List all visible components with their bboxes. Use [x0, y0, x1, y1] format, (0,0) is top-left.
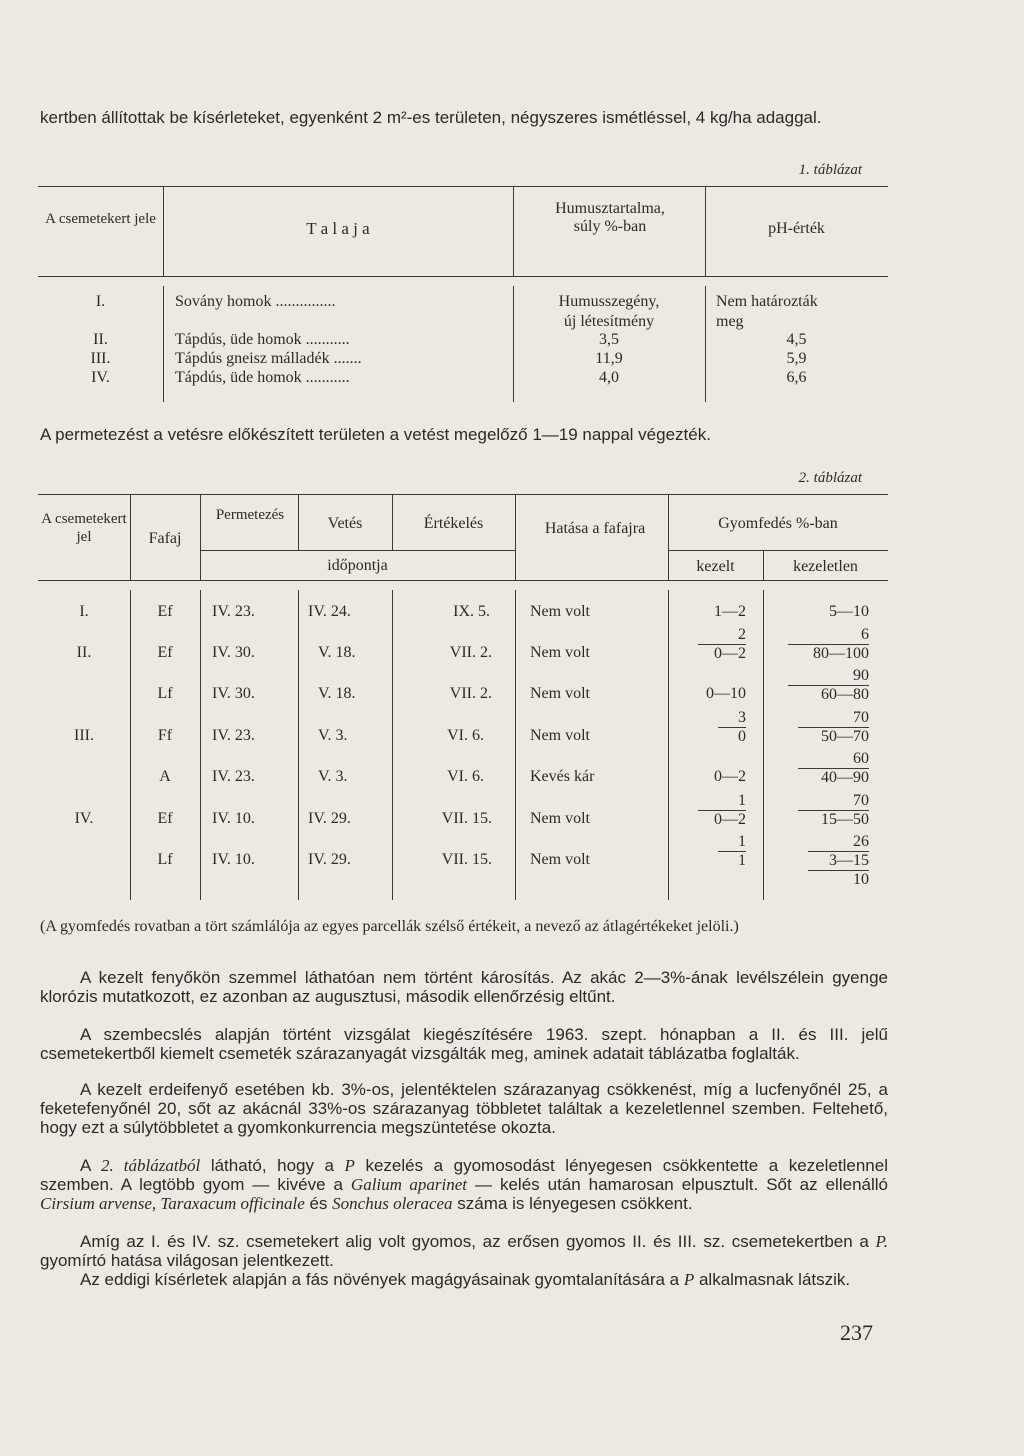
table2-header-ertekeles: Értékelés	[423, 515, 484, 532]
table1-header-ph: pH-érték	[768, 220, 825, 237]
table1-header-soil: T a l a j a	[306, 219, 370, 238]
fraction: $\frac{70}{50—70}$	[798, 709, 869, 746]
table2-header-fafaj: Fafaj	[148, 530, 182, 547]
paragraph-5: Amíg az I. és IV. sz. csemetekert alig volt gyomos, az erősen gyomos II. és III. sz. csemetekertben a P. gyomírtó hatása világosan jelentkezett.	[40, 1232, 888, 1270]
document-page: kertben állítottak be kísérleteket, egyenként 2 m²-es területen, négyszeres ismétléssel, 4 kg/ha adaggal. 1. táblázat A csemetekert jele T a l a j a Humusztartalma, súly %-ban pH-érték I. Sovány homok ............... Humusszegény, új létesítmény Nem határozták meg II. Tápdús, üde homok ........... 3,5 4,5 III. Tápdús gneisz málladék ....... 11,9 5,9 IV. Tápdús, üde homok ........... 4,0 6,6 A permetezést a vetésre előkészített területen a vetést megelőző 1—19 nappal végezték. 2. táblázat A csemetekert jel Fafaj Permetezés Vetés Értékelés időpontja Hatása a fafajra Gyomfedés %-ban kezelt kezeletlen I. Ef IV. 23. IV. 24. IX. 5. Nem volt 1—2 5—10 II. Ef IV. 30. V. 18. VII. 2. Nem volt $\frac{2}{0—2}$ $\frac{6}{80—100}$ Lf IV. 30. V. 18. VII. 2. Nem volt 0—10 $\frac{90}{60—80}$ III. Ff IV. 23. V. 3. VI. 6. Nem volt $\frac{3}{0}$ $\frac{70}{50—70}$ A IV. 23. V. 3. VI. 6. Kevés kár 0—2 $\frac{60}{40—90}$ IV. Ef IV. 10. IV. 29. VII. 15. Nem volt $\frac{1}{0—2}$ $\frac{70}{15—50}$ Lf IV. 10. IV. 29. VII. 15. Nem volt $\frac{1}{1}$ 26 3—15 10 (A gyomfedés rovatban a tört számlálója az egyes parcellák szélső értékeit, a nevező az átlagértékeket jelöli.) A kezelt fenyőkön szemmel láthatóan nem történt károsítás. Az akác 2—3%-ának levélszélein gyenge klorózis mutatkozott, ez azonban az augusztusi, második ellenőrzésig eltűnt. A szembecslés alapján történt vizsgálat kiegészítésére 1963. szept. hónapban a II. és III. jelű csemetekertből kiemelt csemeték szárazanyagát vizsgálták meg, aminek adatait táblázatba foglalták. A kezelt erdeifenyő esetében kb. 3%-os, jelentéktelen szárazanyag csökkenést, míg a lucfenyőnél 25, a feketefenyőnél 20, sőt az akácnál 33%-os szárazanyag többletet találtak a kezeletlennel szemben. Feltehető, hogy ezt a súlytöbbletet a gyomkonkurrencia megszüntetése okozta. A 2. táblázatból látható, hogy a P kezelés a gyomosodást lényegesen csökkentette a kezeletlennel szemben. A legtöbb gyom — kivéve a Galium aparinet — kelés után hamarosan elpusztult. Sőt az ellenálló Cirsium arvense, Taraxacum officinale és Sonchus oleracea száma is lényegesen csökkent. Amíg az I. és IV. sz. csemetekert alig volt gyomos, az erősen gyomos II. és III. sz. csemetekertben a P. gyomírtó hatása világosan jelentkezett. Az eddigi kísérletek alapján a fás növények magágyásainak gyomtalanítására a P alkalmasnak látszik. 237	[40, 108, 888, 1345]
table2-header-kezelt: kezelt	[696, 558, 735, 575]
table2-header-kezeletlen: kezeletlen	[793, 558, 858, 575]
intro-paragraph: kertben állítottak be kísérleteket, egyenként 2 m²-es területen, négyszeres ismétléssel, 4 kg/ha adaggal.	[40, 108, 822, 127]
fraction: $\frac{2}{0—2}$	[698, 626, 746, 663]
fraction: $\frac{90}{60—80}$	[788, 667, 869, 704]
mid-paragraph: A permetezést a vetésre előkészített területen a vetést megelőző 1—19 nappal végezték.	[40, 425, 711, 444]
table2-header-hatas: Hatása a fafajra	[544, 520, 646, 537]
paragraph-6: Az eddigi kísérletek alapján a fás növények magágyásainak gyomtalanítására a P alkalmasnak látszik.	[80, 1270, 851, 1289]
fraction: $\frac{1}{1}$	[718, 833, 746, 870]
table1-header-humus: Humusztartalma, súly %-ban	[555, 200, 665, 235]
fraction: $\frac{3}{0}$	[718, 709, 746, 746]
table1-header-id: A csemetekert jele	[45, 211, 156, 227]
table2-header-gyomfedes: Gyomfedés %-ban	[718, 515, 838, 532]
fraction: $\frac{70}{15—50}$	[798, 792, 869, 829]
table1-caption: 1. táblázat	[798, 162, 862, 178]
table2-header-idopont: időpontja	[327, 557, 388, 574]
fraction: $\frac{6}{80—100}$	[788, 626, 869, 663]
fraction: $\frac{1}{0—2}$	[698, 792, 746, 829]
fraction: $\frac{60}{40—90}$	[798, 750, 869, 787]
table2-note: (A gyomfedés rovatban a tört számlálója az egyes parcellák szélső értékeit, a nevező az átlagértékeket jelöli.)	[40, 918, 739, 935]
paragraph-2: A szembecslés alapján történt vizsgálat kiegészítésére 1963. szept. hónapban a II. és III. jelű csemetekertből kiemelt csemeték szárazanyagát vizsgálták meg, aminek adatait táblázatba foglalták.	[40, 1025, 888, 1063]
fraction: 26 3—15 10	[808, 833, 869, 889]
table2-header-id: A csemetekert jel	[41, 511, 127, 545]
paragraph-4: A 2. táblázatból látható, hogy a P kezelés a gyomosodást lényegesen csökkentette a kezeletlennel szemben. A legtöbb gyom — kivéve a Galium aparinet — kelés után hamarosan elpusztult. Sőt az ellenálló Cirsium arvense, Taraxacum officinale és Sonchus oleracea száma is lényegesen csökkent.	[40, 1156, 888, 1213]
table2-caption: 2. táblázat	[798, 470, 862, 486]
paragraph-1: A kezelt fenyőkön szemmel láthatóan nem történt károsítás. Az akác 2—3%-ának levélszélein gyenge klorózis mutatkozott, ez azonban az augusztusi, második ellenőrzésig eltűnt.	[40, 968, 888, 1006]
table2-header-vetes: Vetés	[327, 515, 363, 532]
table2-header-perm: Permetezés	[215, 507, 285, 523]
page-number: 237	[840, 1320, 873, 1345]
paragraph-3: A kezelt erdeifenyő esetében kb. 3%-os, jelentéktelen szárazanyag csökkenést, míg a lucfenyőnél 25, a feketefenyőnél 20, sőt az akácnál 33%-os szárazanyag többletet találtak a kezeletlennel szemben. Feltehető, hogy ezt a súlytöbbletet a gyomkonkurrencia megszüntetése okozta.	[40, 1080, 888, 1137]
